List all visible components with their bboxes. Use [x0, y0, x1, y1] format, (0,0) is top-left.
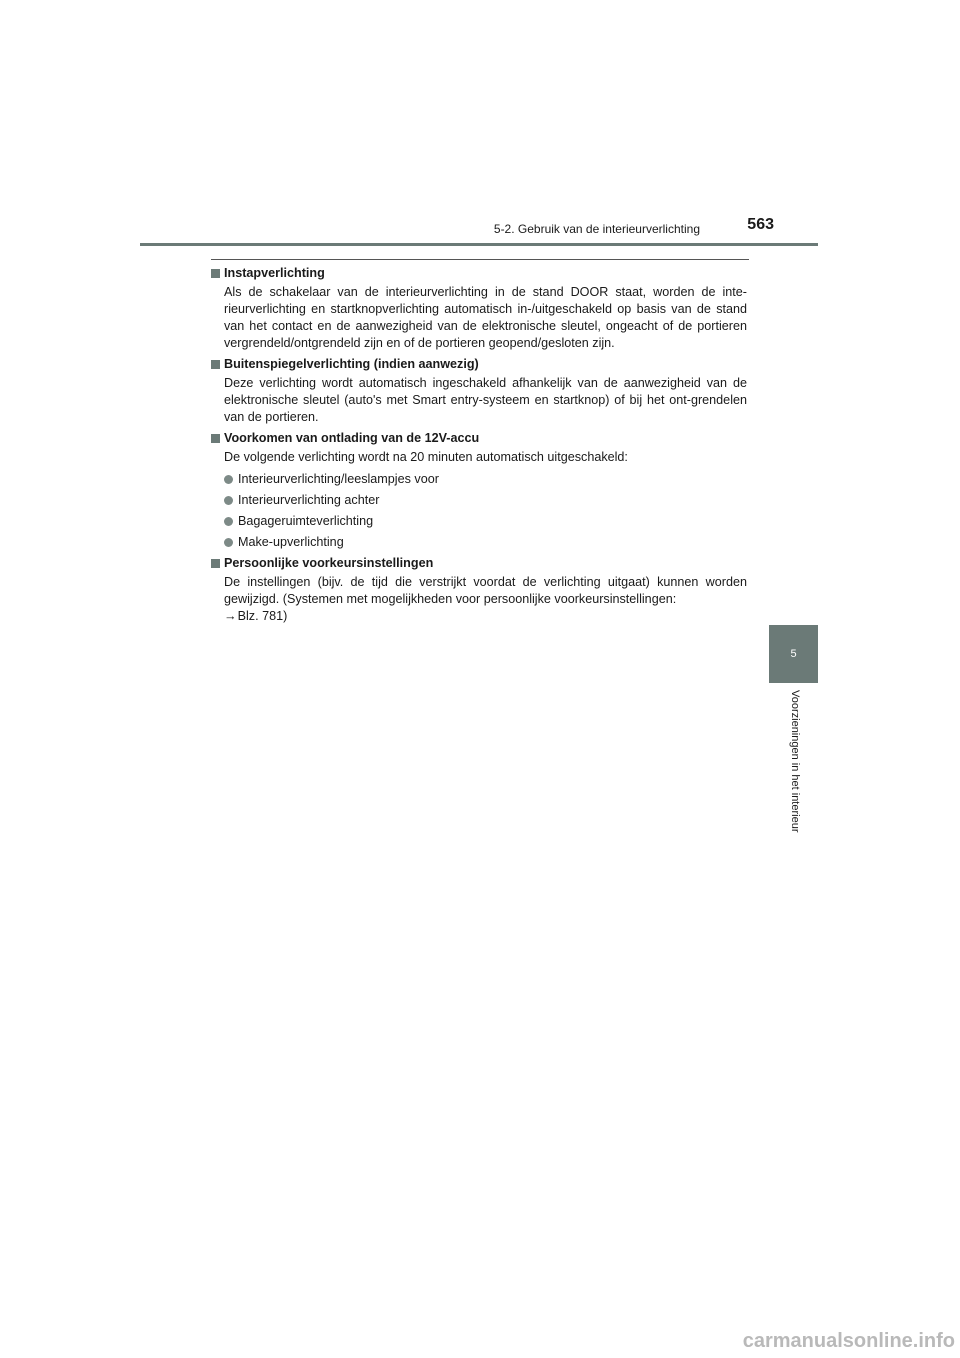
page-number: 563 — [747, 216, 774, 233]
running-header-title: 5-2. Gebruik van de interieurverlichting — [493, 222, 700, 236]
section-title — [211, 555, 747, 572]
section-body: Als de schakelaar van de interieurverlichting in de stand DOOR staat, worden de inte-rieurverlichting en startknopverlichting automatisch in-/uitgeschakeld op basis van de stand van het contact en de aanwezigheid van de elektronische sleutel, ongeacht of de portieren vergrendeld/ontgrendeld zijn en of de portieren geopend/gesloten zijn. — [224, 285, 747, 350]
circle-bullet-icon — [224, 475, 233, 484]
header-rule — [140, 243, 818, 246]
square-bullet-icon — [211, 360, 220, 369]
bullet-list — [224, 471, 747, 551]
section-accu-ontlading — [211, 430, 747, 551]
chapter-number: 5 — [790, 648, 797, 660]
section-title-text: Buitenspiegelverlichting (indien aanwezig) — [224, 357, 479, 371]
circle-bullet-icon — [224, 538, 233, 547]
list-item-text: Make-upverlichting — [238, 535, 344, 549]
section-buitenspiegelverlichting — [211, 356, 747, 426]
section-title-text: Persoonlijke voorkeursinstellingen — [224, 556, 434, 570]
section-title-text: Instapverlichting — [224, 266, 325, 280]
section-instapverlichting — [211, 265, 747, 352]
section-body: De volgende verlichting wordt na 20 minuten automatisch uitgeschakeld: — [224, 450, 628, 464]
list-item-text: Interieurverlichting/leeslampjes voor — [238, 472, 439, 486]
chapter-label: Voorzieningen in het interieur — [789, 690, 801, 833]
circle-bullet-icon — [224, 496, 233, 505]
chapter-tab — [769, 625, 818, 683]
page-content — [211, 265, 747, 629]
list-item — [224, 513, 747, 530]
square-bullet-icon — [211, 269, 220, 278]
content-top-rule — [211, 259, 749, 260]
section-body — [224, 574, 747, 625]
list-item-text: Interieurverlichting achter — [238, 493, 380, 507]
list-item-text: Bagageruimteverlichting — [238, 514, 374, 528]
list-item — [224, 534, 747, 551]
list-item — [224, 471, 747, 488]
section-body: Deze verlichting wordt automatisch ingeschakeld afhankelijk van de aanwezigheid van de elektronische sleutel (auto's met Smart entry-systeem en startknop) of bij het ont-grendelen van de portieren. — [224, 376, 747, 424]
watermark: carmanualsonline.info — [742, 1330, 955, 1352]
section-title-text: Voorkomen van ontlading van de 12V-accu — [224, 431, 480, 445]
square-bullet-icon — [211, 559, 220, 568]
section-persoonlijke-voorkeursinstellingen — [211, 555, 747, 625]
circle-bullet-icon — [224, 517, 233, 526]
section-title — [211, 430, 747, 447]
section-title — [211, 265, 747, 282]
section-title — [211, 356, 747, 373]
list-item — [224, 492, 747, 509]
square-bullet-icon — [211, 434, 220, 443]
page-reference-link[interactable]: Blz. 781) — [237, 609, 288, 623]
section-body-text: De instellingen (bijv. de tijd die verstrijkt voordat de verlichting uitgaat) kunnen worden gewijzigd. (Systemen met mogelijkheden voor persoonlijke voorkeursinstellingen: — [224, 575, 747, 606]
arrow-right-icon: → — [224, 609, 237, 623]
